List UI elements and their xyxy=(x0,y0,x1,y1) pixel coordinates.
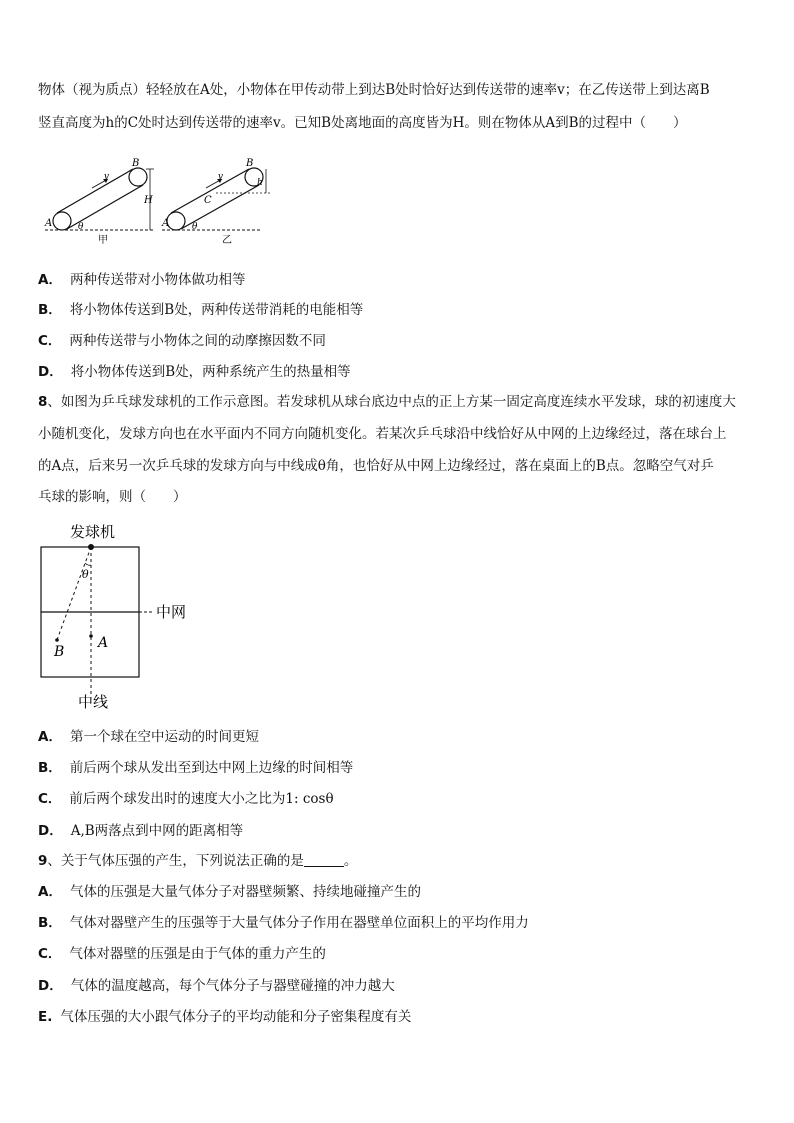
q7-stem-line2: 竖直高度为h的C处时达到传送带的速率v。已知B处离地面的高度皆为H。则在物体从A到B的过程中（ ） xyxy=(38,115,687,131)
svg-text:h: h xyxy=(257,178,263,188)
q8-option-a: A． 第一个球在空中运动的时间更短 xyxy=(38,729,259,745)
q8-option-b: B． 前后两个球从发出至到达中网上边缘的时间相等 xyxy=(38,760,354,776)
q7-option-b: B． 将小物体传送到B处，两种传送带消耗的电能相等 xyxy=(38,302,364,318)
point-b xyxy=(55,638,59,642)
svg-text:A: A xyxy=(162,218,170,229)
svg-text:乙: 乙 xyxy=(222,235,232,246)
q8-stem-line2: 小随机变化，发球方向也在水平面内不同方向随机变化。若某次乒乓球沿中线恰好从中网的上边缘经过，落在球台上 xyxy=(38,426,727,442)
q8-option-c: C． 前后两个球发出时的速度大小之比为1: cosθ xyxy=(38,791,334,807)
q9-number: 9 xyxy=(38,853,48,869)
svg-text:B: B xyxy=(54,644,65,660)
svg-text:A: A xyxy=(98,635,109,651)
q8-number: 8 xyxy=(38,394,48,410)
q9-option-a: A． 气体的压强是大量气体分子对器壁频繁、持续地碰撞产生的 xyxy=(38,884,421,900)
point-a xyxy=(89,634,93,638)
svg-text:B: B xyxy=(246,158,254,169)
q9-option-e: E. 气体压强的大小跟气体分子的平均动能和分子密集程度有关 xyxy=(38,1009,412,1025)
svg-text:v: v xyxy=(104,172,110,182)
svg-text:甲: 甲 xyxy=(98,235,108,246)
q9-option-b: B． 气体对器壁产生的压强等于大量气体分子作用在器壁单位面积上的平均作用力 xyxy=(38,915,529,931)
q7-option-c: C． 两种传送带与小物体之间的动摩擦因数不同 xyxy=(38,333,326,349)
svg-text:θ: θ xyxy=(78,222,84,232)
svg-text:发球机: 发球机 xyxy=(70,523,116,541)
conveyor-yi xyxy=(161,158,270,246)
svg-text:θ: θ xyxy=(192,222,198,232)
conveyor-jia xyxy=(44,158,155,246)
q7-stem-line1: 物体（视为质点）轻轻放在A处，小物体在甲传动带上到达B处时恰好达到传送带的速率v；在乙传送带上到达离B xyxy=(38,82,710,98)
svg-text:中网: 中网 xyxy=(156,603,187,621)
svg-text:H: H xyxy=(144,195,153,206)
answer-blank xyxy=(304,852,344,867)
svg-text:C: C xyxy=(204,195,212,206)
svg-text:A: A xyxy=(45,218,53,229)
q8-stem-line3: 的A点，后来另一次乒乓球的发球方向与中线成θ角，也恰好从中网上边缘经过，落在桌面上的B点。忽略空气对乒 xyxy=(38,458,714,474)
q7-conveyor-figure xyxy=(40,155,270,250)
svg-text:v: v xyxy=(218,172,224,182)
q9-option-d: D． 气体的温度越高，每个气体分子与器壁碰撞的冲力越大 xyxy=(38,978,395,994)
svg-text:θ: θ xyxy=(82,568,89,581)
svg-text:B: B xyxy=(132,158,140,169)
q8-option-d: D． A,B两落点到中网的距离相等 xyxy=(38,823,244,839)
trajectory-b xyxy=(57,547,91,640)
svg-text:中线: 中线 xyxy=(78,693,109,710)
q9-option-c: C． 气体对器壁的压强是由于气体的重力产生的 xyxy=(38,946,326,962)
q8-table-figure xyxy=(38,520,208,710)
q9-stem: 9、关于气体压强的产生，下列说法正确的是 。 xyxy=(38,853,358,869)
launcher-dot xyxy=(88,544,94,550)
q8-stem-line4: 乓球的影响，则（ ） xyxy=(38,489,187,505)
q8-stem-line1: 8、如图为乒乓球发球机的工作示意图。若发球机从球台底边中点的正上方某一固定高度连续水平发球，球的初速度大 xyxy=(38,394,736,410)
q7-option-d: D． 将小物体传送到B处，两种系统产生的热量相等 xyxy=(38,364,351,380)
q7-option-a: A． 两种传送带对小物体做功相等 xyxy=(38,272,246,288)
